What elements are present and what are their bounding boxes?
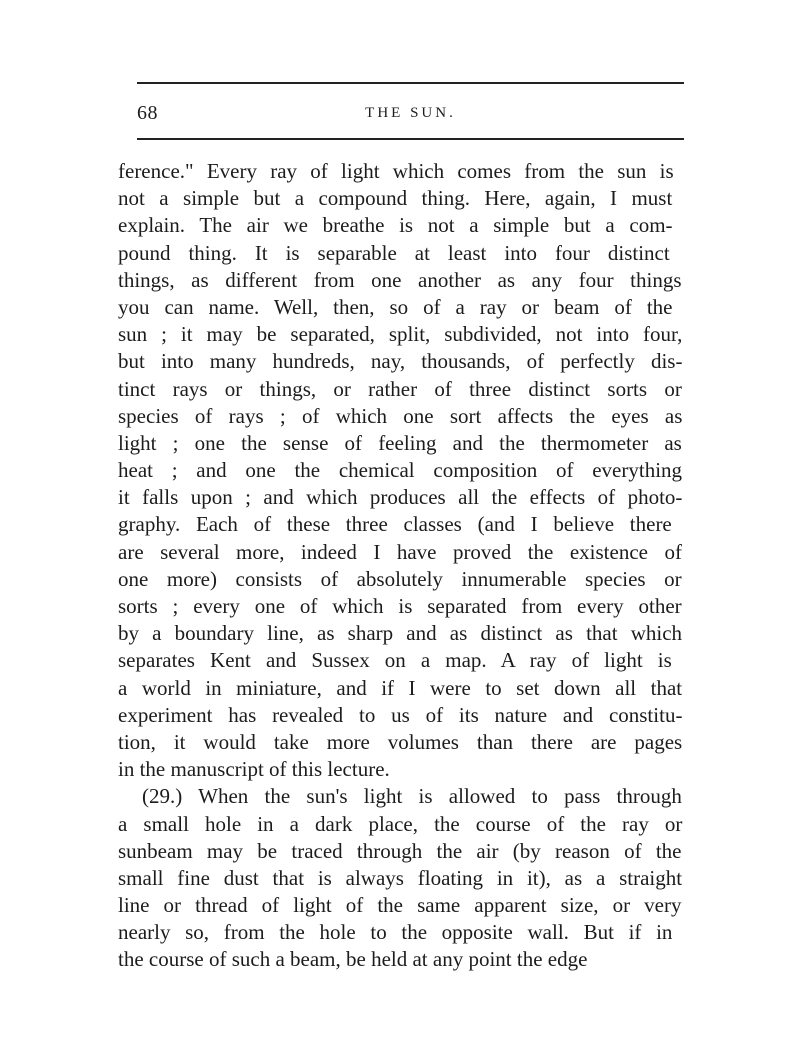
text-line: explain. The air we breathe is not a simple but a com-	[118, 213, 673, 238]
text-line: species of rays ; of which one sort affects the eyes as	[118, 403, 683, 428]
text-line: a small hole in a dark place, the course of the ray or	[118, 811, 683, 836]
text-line: separates Kent and Sussex on a map. A ray of light is	[118, 648, 672, 673]
text-line: it falls upon ; and which produces all the effects of photo-	[118, 485, 683, 510]
text-line: pound thing. It is separable at least into four distinct	[118, 240, 670, 265]
text-line: light ; one the sense of feeling and the thermometer as	[118, 430, 682, 455]
text-line: not a simple but a compound thing. Here, again, I must	[118, 186, 673, 211]
text-line: sorts ; every one of which is separated from every other	[118, 594, 682, 618]
page-number: 68	[137, 102, 158, 124]
text-line: graphy. Each of these three classes (and I believe there	[118, 512, 672, 537]
text-line: in the manuscript of this lecture.	[118, 757, 390, 782]
header-bottom-rule	[137, 138, 684, 140]
text-line: heat ; and one the chemical composition of everything	[118, 458, 683, 483]
text-line: one more) consists of absolutely innumerable species or	[118, 566, 682, 591]
text-line: things, as different from one another as any four things	[118, 267, 682, 292]
text-line: a world in miniature, and if I were to set down all that	[118, 675, 683, 700]
text-line: small fine dust that is always floating in it), as a straight	[118, 865, 683, 890]
text-line: are several more, indeed I have proved the existence of	[118, 539, 682, 564]
text-line: tinct rays or things, or rather of three distinct sorts or	[118, 376, 682, 401]
running-title: THE SUN.	[365, 105, 456, 121]
text-line: the course of such a beam, be held at any point the edge	[118, 947, 588, 972]
text-line: you can name. Well, then, so of a ray or beam of the	[118, 294, 673, 319]
text-line: When the sun's light is allowed to pass through	[182, 784, 682, 809]
running-head	[137, 98, 684, 128]
text-line: sunbeam may be traced through the air (by reason of the	[118, 838, 682, 863]
text-line: sun ; it may be separated, split, subdivided, not into four,	[118, 322, 683, 347]
header-top-rule	[137, 82, 684, 84]
paragraph-number: (29.)	[142, 784, 183, 809]
text-line: nearly so, from the hole to the opposite wall. But if in	[118, 920, 673, 945]
text-line: tion, it would take more volumes than there are pages	[118, 729, 683, 754]
text-line: experiment has revealed to us of its nature and constitu-	[118, 702, 683, 727]
text-line: but into many hundreds, nay, thousands, of perfectly dis-	[118, 349, 683, 374]
text-line: line or thread of light of the same apparent size, or very	[118, 893, 682, 918]
paragraph-29-first-line	[118, 783, 682, 810]
text-line: ference." Every ray of light which comes from the sun is	[118, 159, 674, 183]
text-line: by a boundary line, as sharp and as distinct as that which	[118, 621, 683, 646]
body-text	[118, 158, 682, 974]
